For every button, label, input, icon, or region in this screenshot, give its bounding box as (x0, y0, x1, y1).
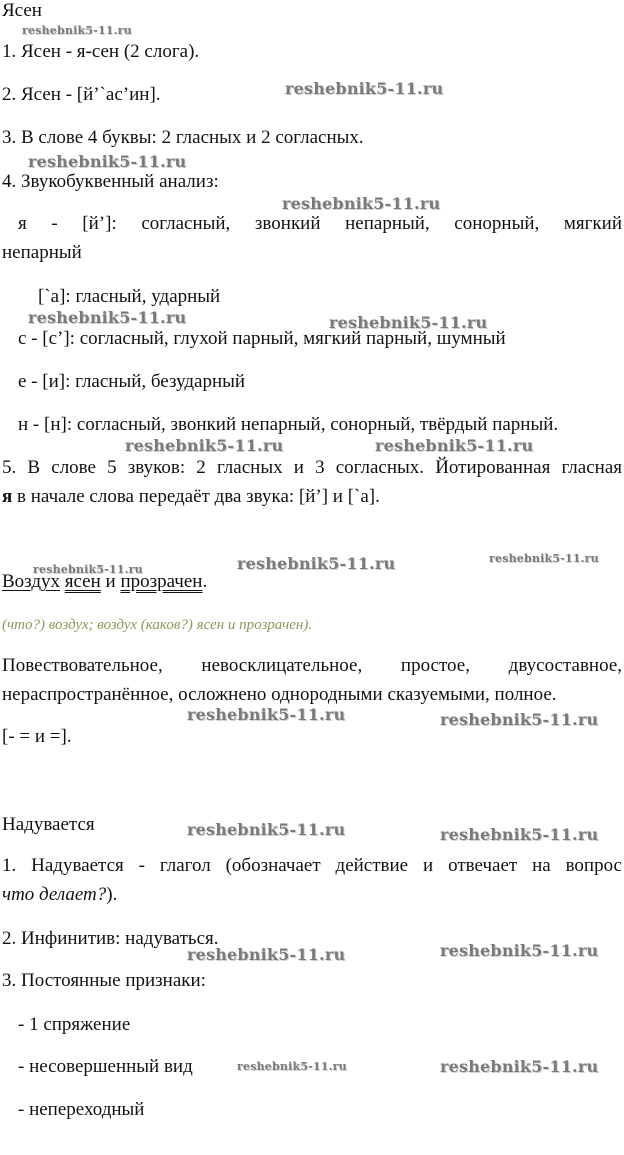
watermark: reshebnik5-11.ru (33, 563, 143, 576)
watermark: reshebnik5-11.ru (28, 308, 187, 327)
conjunction-word: и (105, 571, 116, 592)
sound-a-line: [`а]: гласный, ударный (38, 286, 221, 307)
feature-conjugation: - 1 спряжение (18, 1014, 131, 1035)
question-note: (что?) воздух; воздух (каков?) ясен и прозрачен). (2, 617, 313, 633)
predicate-word-1: ясен (64, 571, 101, 592)
sound-n-line: н - [н]: согласный, звонкий непарный, сонорный, твёрдый парный. (18, 414, 559, 435)
analysis-heading: 4. Звукобуквенный анализ: (2, 171, 219, 192)
transcription-line: 2. Ясен - [й’`ас’ин]. (2, 84, 161, 105)
watermark: reshebnik5-11.ru (187, 705, 346, 724)
watermark: reshebnik5-11.ru (440, 825, 599, 844)
constant-features-heading: 3. Постоянные признаки: (2, 970, 206, 991)
watermark: reshebnik5-11.ru (489, 552, 599, 565)
question-close: ). (106, 884, 118, 905)
sounds-count-line: 5. В слове 5 звуков: 2 гласных и 3 согласных. Йотированная гласная (2, 457, 622, 478)
watermark: reshebnik5-11.ru (440, 710, 599, 729)
watermark: reshebnik5-11.ru (28, 152, 187, 171)
question-italic: что делает? (2, 884, 107, 905)
part-of-speech-line: 1. Надувается - глагол (обозначает действие и отвечает на вопрос (2, 855, 622, 876)
sentence-scheme: [- = и =]. (2, 726, 72, 747)
watermark: reshebnik5-11.ru (375, 436, 534, 455)
sound-ya-line: я - [й’]: согласный, звонкий непарный, сонорный, мягкий (18, 213, 622, 234)
subject-word: Воздух (2, 571, 61, 592)
feature-transitivity: - непереходный (18, 1099, 145, 1120)
syllables-line: 1. Ясен - я-сен (2 слога). (2, 41, 200, 62)
word-title-yasen: Ясен (2, 0, 42, 21)
watermark: reshebnik5-11.ru (329, 313, 488, 332)
sentence-period: . (202, 571, 208, 592)
watermark: reshebnik5-11.ru (22, 24, 132, 37)
feature-aspect: - несовершенный вид (18, 1056, 193, 1077)
watermark: reshebnik5-11.ru (187, 820, 346, 839)
sound-e-line: е - [и]: гласный, безударный (18, 371, 246, 392)
sound-ya-continuation: непарный (2, 242, 82, 263)
characteristics-line-2: нераспространённое, осложнено однородными сказуемыми, полное. (2, 684, 557, 705)
watermark: reshebnik5-11.ru (237, 1060, 347, 1073)
watermark: reshebnik5-11.ru (237, 554, 396, 573)
sounds-count-continuation (2, 486, 380, 508)
bold-letter-ya: я (2, 486, 13, 507)
watermark: reshebnik5-11.ru (440, 1057, 599, 1076)
sounds-count-rest: в начале слова передаёт два звука: [й’] и [`а]. (12, 486, 380, 507)
letters-line: 3. В слове 4 буквы: 2 гласных и 2 согласных. (2, 127, 364, 148)
watermark: reshebnik5-11.ru (187, 945, 346, 964)
watermark: reshebnik5-11.ru (125, 436, 284, 455)
sound-s-line: с - [с’]: согласный, глухой парный, мягкий парный, шумный (18, 328, 506, 349)
watermark: reshebnik5-11.ru (440, 941, 599, 960)
part-of-speech-continuation (2, 884, 117, 906)
infinitive-line: 2. Инфинитив: надуваться. (2, 928, 219, 949)
watermark: reshebnik5-11.ru (282, 194, 441, 213)
word-title-naduvaetsya: Надувается (2, 814, 95, 835)
characteristics-line-1: Повествовательное, невосклицательное, простое, двусоставное, (2, 655, 622, 676)
watermark: reshebnik5-11.ru (285, 79, 444, 98)
predicate-word-2: прозрачен (120, 571, 203, 592)
